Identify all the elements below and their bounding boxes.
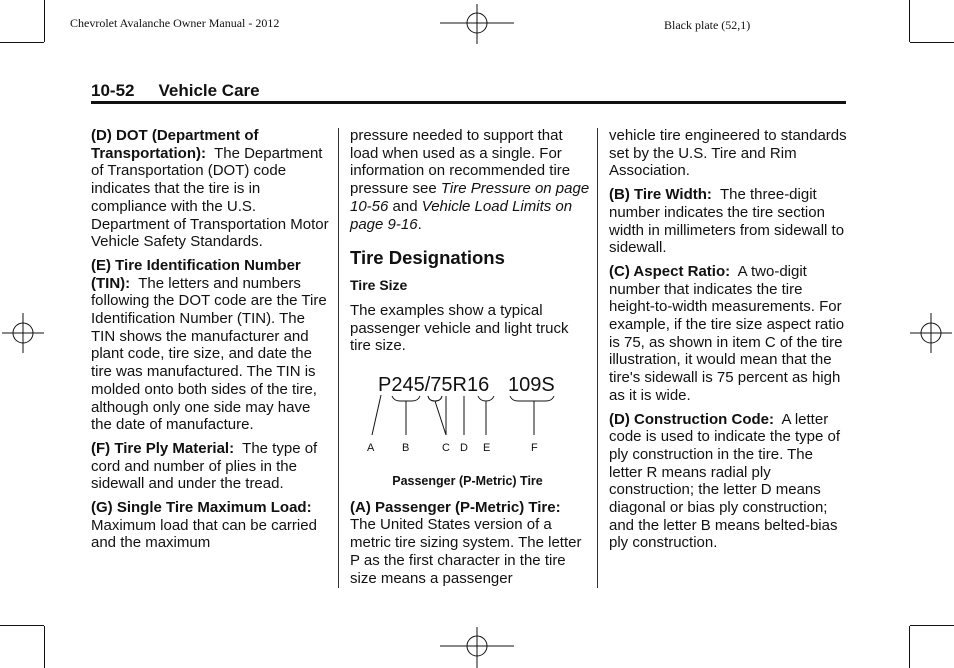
cross-reference-link[interactable]: Tire Pressure on page 10-56 <box>350 180 590 215</box>
paragraph-construction-code <box>609 411 849 553</box>
paragraph-tin <box>91 257 331 434</box>
registration-mark-bottom <box>440 625 514 668</box>
column-divider <box>597 128 598 588</box>
paragraph-tire-width <box>609 186 849 257</box>
chapter-title: Vehicle Care <box>158 81 260 100</box>
callout-letter-a: A <box>367 442 375 455</box>
callout-letter-e: E <box>483 442 491 455</box>
paragraph-dot <box>91 127 331 251</box>
term-label: (A) Passenger (P-Metric) Tire: <box>350 498 561 516</box>
figure-caption: Passenger (P-Metric) Tire <box>392 474 543 489</box>
paragraph-text: The letters and numbers following the DOT code are the Tire Identification Number (TIN). The TIN shows the manufacturer and plant code, tire size, and date the tire was manufactured. The TIN is molded onto both sides of the tire, although only one side may have the date of manufacture. <box>91 274 327 434</box>
print-header-left: Chevrolet Avalanche Owner Manual - 2012 <box>70 16 280 30</box>
crop-mark <box>44 626 45 668</box>
callout-letter-c: C <box>442 442 450 455</box>
term-label: (C) Aspect Ratio: <box>609 262 731 280</box>
tire-size-code: P245/75R16 <box>378 374 490 397</box>
paragraph-text: The three-digit number indicates the tire section width in millimeters from sidewall to sidewall. <box>609 186 845 257</box>
paragraph-text: . <box>417 215 422 233</box>
term-label: (G) Single Tire Maximum Load: <box>91 499 312 517</box>
tire-size-illustration <box>350 363 580 473</box>
paragraph-text: and <box>392 197 418 215</box>
paragraph-aspect-ratio <box>609 263 849 405</box>
paragraph-text: The Department of Transportation (DOT) code indicates that the tire is in compliance with the U.S. Department of Transportation Motor Vehicle Safety Standards. <box>91 144 329 251</box>
column-3 <box>609 127 849 558</box>
callout-letter-d: D <box>460 442 468 455</box>
column-divider <box>338 128 339 588</box>
crop-mark <box>910 625 954 626</box>
crop-mark <box>909 626 910 668</box>
crop-mark <box>44 0 45 42</box>
registration-mark-top <box>440 0 514 46</box>
registration-mark-left <box>0 313 46 353</box>
paragraph-text: The type of cord and number of plies in the sidewall and under the tread. <box>91 439 318 493</box>
tire-service-code: 109S <box>508 374 555 397</box>
paragraph-text: Maximum load that can be carried and the maximum <box>91 516 317 552</box>
header-rule <box>91 101 846 104</box>
term-label: (F) Tire Ply Material: <box>91 439 235 457</box>
crop-mark <box>0 625 44 626</box>
crop-mark <box>0 42 44 43</box>
page-number: 10-52 <box>91 81 135 100</box>
callout-lines <box>372 395 554 435</box>
callout-letter-f: F <box>531 442 538 455</box>
paragraph-text: A letter code is used to indicate the type of ply construction in the tire. The letter R means radial ply construction; the letter D means diagonal or bias ply construction; and the letter B means belted-bias ply construction. <box>609 410 840 552</box>
registration-mark-right <box>908 313 954 353</box>
crop-mark <box>910 42 954 43</box>
term-label: (D) DOT (Department of Transportation): <box>91 127 259 162</box>
term-label: (E) Tire Identification Number (TIN): <box>91 256 301 292</box>
callout-letter-b: B <box>402 442 410 455</box>
paragraph-text: The United States version of a metric tire sizing system. The letter P as the first character in the tire size means a passenger <box>350 516 582 587</box>
term-label: (D) Construction Code: <box>609 410 774 428</box>
column-1 <box>91 127 331 558</box>
cross-reference-link[interactable]: Vehicle Load Limits on page 9-16 <box>350 197 573 233</box>
subsection-title: Tire Size <box>350 277 408 294</box>
paragraph-ply-material <box>91 440 331 493</box>
paragraph-examples: The examples show a typical passenger vehicle and light truck tire size. <box>350 301 569 355</box>
column-2 <box>350 127 590 593</box>
running-head <box>91 81 260 101</box>
tire-size-diagram <box>350 363 580 473</box>
crop-mark <box>909 0 910 42</box>
paragraph-standards: vehicle tire engineered to standards set by the U.S. Tire and Rim Association. <box>609 127 847 180</box>
term-label: (B) Tire Width: <box>609 186 712 204</box>
section-title: Tire Designations <box>350 247 505 269</box>
paragraph-text: pressure needed to support that load when used as a single. For information on recommended tire pressure see <box>350 127 571 198</box>
print-header-right: Black plate (52,1) <box>664 18 751 32</box>
paragraph-pressure <box>350 127 590 233</box>
paragraph-text: A two-digit number that indicates the tire height-to-width measurements. For example, if the tire size aspect ratio is 75, as shown in item C of the tire illustration, it would mean that the tire's sidewall is 75 percent as high as it is wide. <box>609 262 845 404</box>
paragraph-max-load <box>91 499 331 552</box>
paragraph-passenger <box>350 499 590 588</box>
